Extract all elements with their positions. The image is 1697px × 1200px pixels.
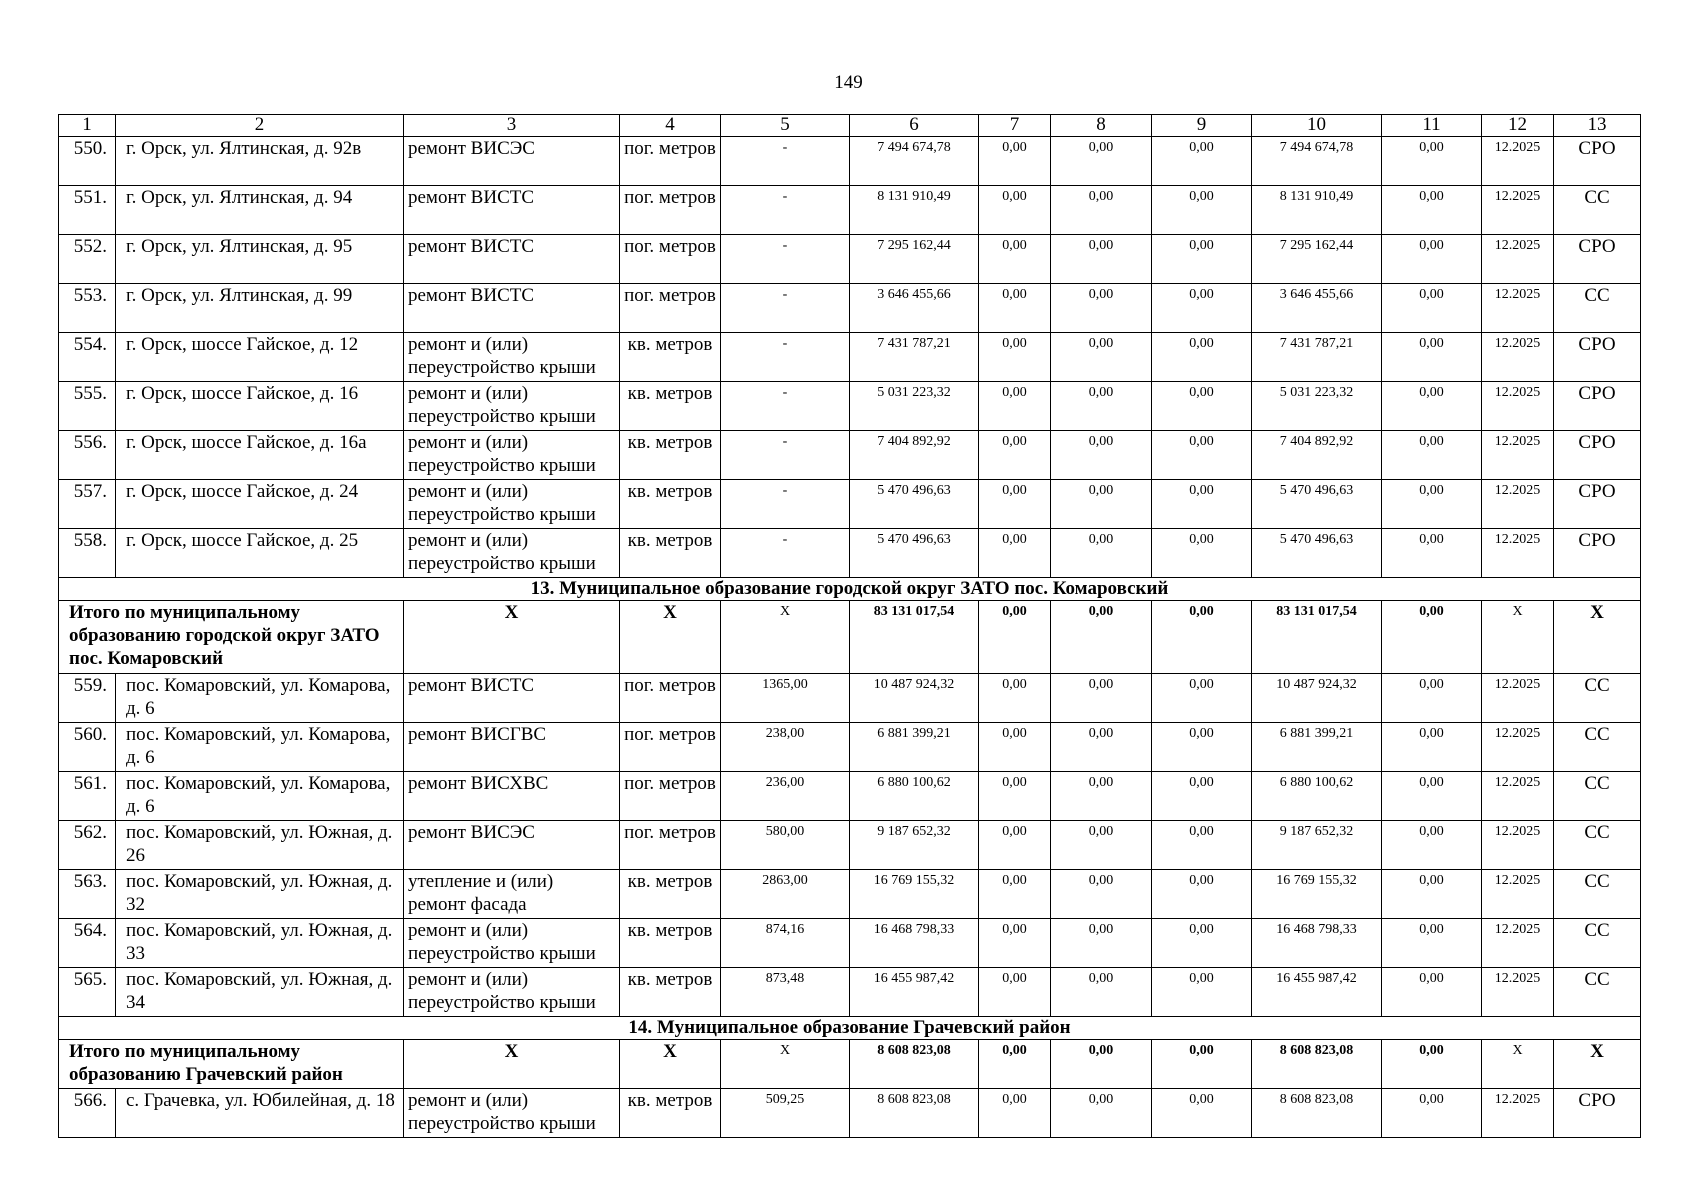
table-cell: 580,00 — [721, 821, 850, 870]
table-cell: 8 131 910,49 — [850, 186, 979, 235]
column-header: 8 — [1051, 115, 1152, 137]
table-cell: 509,25 — [721, 1089, 850, 1138]
table-cell: СС — [1554, 968, 1641, 1017]
table-cell: 6 881 399,21 — [1252, 723, 1382, 772]
column-header: 3 — [404, 115, 620, 137]
column-header: 4 — [620, 115, 721, 137]
table-cell: 0,00 — [979, 235, 1051, 284]
table-cell: ремонт ВИСЭС — [404, 821, 620, 870]
table-cell: утепление и (или) ремонт фасада — [404, 870, 620, 919]
table-row — [59, 821, 1641, 870]
section-total-row — [59, 1040, 1641, 1089]
table-cell: 7 295 162,44 — [1252, 235, 1382, 284]
table-cell: 0,00 — [1051, 674, 1152, 723]
column-header: 2 — [116, 115, 404, 137]
table-cell: ремонт и (или) переустройство крыши — [404, 333, 620, 382]
table-cell: 0,00 — [1382, 284, 1482, 333]
table-cell: пог. метров — [620, 723, 721, 772]
total-cell: 8 608 823,08 — [1252, 1040, 1382, 1089]
table-cell: 0,00 — [1382, 137, 1482, 186]
table-cell: пос. Комаровский, ул. Комарова, д. 6 — [116, 723, 404, 772]
table-row — [59, 235, 1641, 284]
table-cell: кв. метров — [620, 1089, 721, 1138]
total-cell: 0,00 — [1051, 1040, 1152, 1089]
table-cell: 0,00 — [1382, 772, 1482, 821]
table-cell: пог. метров — [620, 284, 721, 333]
table-cell: 5 031 223,32 — [1252, 382, 1382, 431]
table-cell: ремонт ВИСТС — [404, 235, 620, 284]
table-cell: 3 646 455,66 — [1252, 284, 1382, 333]
table-cell: - — [721, 284, 850, 333]
table-cell: 0,00 — [1382, 529, 1482, 578]
table-cell: 0,00 — [979, 333, 1051, 382]
table-cell: 0,00 — [1152, 1089, 1252, 1138]
table-cell: г. Орск, шоссе Гайское, д. 16 — [116, 382, 404, 431]
total-cell: 83 131 017,54 — [1252, 601, 1382, 674]
table-row — [59, 431, 1641, 480]
table-cell: 556. — [59, 431, 116, 480]
table-cell: 552. — [59, 235, 116, 284]
total-cell: Х — [620, 1040, 721, 1089]
table-cell: 0,00 — [1152, 919, 1252, 968]
table-cell: 0,00 — [1152, 284, 1252, 333]
table-cell: ремонт ВИСТС — [404, 186, 620, 235]
table-cell: 0,00 — [1382, 968, 1482, 1017]
table-cell: 0,00 — [1382, 870, 1482, 919]
table-cell: 0,00 — [1152, 870, 1252, 919]
table-cell: 12.2025 — [1482, 772, 1554, 821]
table-cell: - — [721, 137, 850, 186]
table-cell: 0,00 — [1382, 186, 1482, 235]
table-cell: 2863,00 — [721, 870, 850, 919]
table-cell: пог. метров — [620, 772, 721, 821]
table-row — [59, 772, 1641, 821]
section-title: 14. Муниципальное образование Грачевский район — [59, 1017, 1641, 1040]
total-label: Итого по муниципальному образованию Грачевский район — [59, 1040, 404, 1089]
table-cell: ремонт ВИСТС — [404, 674, 620, 723]
table-cell: ремонт и (или) переустройство крыши — [404, 919, 620, 968]
table-cell: 12.2025 — [1482, 529, 1554, 578]
table-cell: 0,00 — [979, 480, 1051, 529]
table-cell: 0,00 — [1382, 821, 1482, 870]
table-cell: пос. Комаровский, ул. Южная, д. 34 — [116, 968, 404, 1017]
total-cell: Х — [1482, 601, 1554, 674]
table-cell: 0,00 — [1051, 919, 1152, 968]
table-cell: 0,00 — [1152, 821, 1252, 870]
table-cell: пог. метров — [620, 674, 721, 723]
table-cell: 0,00 — [1051, 529, 1152, 578]
table-cell: 7 431 787,21 — [850, 333, 979, 382]
table-cell: 0,00 — [1051, 186, 1152, 235]
table-cell: пог. метров — [620, 235, 721, 284]
table-cell: 0,00 — [1051, 968, 1152, 1017]
table-cell: 8 608 823,08 — [850, 1089, 979, 1138]
table-cell: 0,00 — [979, 529, 1051, 578]
table-cell: - — [721, 186, 850, 235]
table-cell: 873,48 — [721, 968, 850, 1017]
table-cell: 0,00 — [1152, 480, 1252, 529]
table-cell: 0,00 — [1152, 137, 1252, 186]
table-cell: 0,00 — [1051, 1089, 1152, 1138]
table-cell: 0,00 — [979, 968, 1051, 1017]
table-cell: СС — [1554, 772, 1641, 821]
total-cell: 0,00 — [1382, 601, 1482, 674]
table-cell: пог. метров — [620, 821, 721, 870]
table-cell: г. Орск, шоссе Гайское, д. 12 — [116, 333, 404, 382]
table-cell: 7 431 787,21 — [1252, 333, 1382, 382]
table-cell: СРО — [1554, 1089, 1641, 1138]
total-cell: 83 131 017,54 — [850, 601, 979, 674]
column-header: 9 — [1152, 115, 1252, 137]
table-cell: ремонт и (или) переустройство крыши — [404, 382, 620, 431]
table-cell: 0,00 — [1051, 382, 1152, 431]
table-cell: 12.2025 — [1482, 284, 1554, 333]
table-cell: СРО — [1554, 333, 1641, 382]
table-cell: 0,00 — [1382, 1089, 1482, 1138]
total-cell: 0,00 — [1152, 1040, 1252, 1089]
total-cell: Х — [404, 601, 620, 674]
total-cell: Х — [1482, 1040, 1554, 1089]
table-row — [59, 919, 1641, 968]
table-cell: 238,00 — [721, 723, 850, 772]
table-cell: 6 881 399,21 — [850, 723, 979, 772]
table-cell: 7 295 162,44 — [850, 235, 979, 284]
table-cell: 9 187 652,32 — [1252, 821, 1382, 870]
column-header: 5 — [721, 115, 850, 137]
table-cell: ремонт и (или) переустройство крыши — [404, 1089, 620, 1138]
table-cell: 0,00 — [979, 821, 1051, 870]
table-cell: СС — [1554, 870, 1641, 919]
table-cell: 3 646 455,66 — [850, 284, 979, 333]
table-cell: СРО — [1554, 480, 1641, 529]
table-cell: 0,00 — [1152, 772, 1252, 821]
table-cell: 0,00 — [979, 772, 1051, 821]
table-cell: 558. — [59, 529, 116, 578]
section-title-row — [59, 1017, 1641, 1040]
table-cell: 10 487 924,32 — [850, 674, 979, 723]
table-cell: 236,00 — [721, 772, 850, 821]
table-cell: 0,00 — [979, 723, 1051, 772]
table-cell: СС — [1554, 186, 1641, 235]
table-cell: 12.2025 — [1482, 480, 1554, 529]
table-cell: 566. — [59, 1089, 116, 1138]
table-cell: 0,00 — [1382, 235, 1482, 284]
total-cell: 8 608 823,08 — [850, 1040, 979, 1089]
table-row — [59, 723, 1641, 772]
total-cell: Х — [721, 601, 850, 674]
table-cell: 560. — [59, 723, 116, 772]
table-cell: 12.2025 — [1482, 137, 1554, 186]
table-row — [59, 137, 1641, 186]
table-cell: г. Орск, ул. Ялтинская, д. 99 — [116, 284, 404, 333]
table-cell: 559. — [59, 674, 116, 723]
table-cell: СС — [1554, 284, 1641, 333]
table-cell: 555. — [59, 382, 116, 431]
table-cell: 7 494 674,78 — [850, 137, 979, 186]
table-cell: - — [721, 529, 850, 578]
total-cell: Х — [1554, 1040, 1641, 1089]
table-cell: кв. метров — [620, 382, 721, 431]
table-cell: 0,00 — [1152, 968, 1252, 1017]
table-cell: 16 455 987,42 — [850, 968, 979, 1017]
total-cell: 0,00 — [1382, 1040, 1482, 1089]
table-cell: ремонт и (или) переустройство крыши — [404, 480, 620, 529]
table-cell: 0,00 — [979, 186, 1051, 235]
table-cell: 0,00 — [979, 870, 1051, 919]
table-cell: 0,00 — [1152, 529, 1252, 578]
table-row — [59, 382, 1641, 431]
table-cell: 564. — [59, 919, 116, 968]
table-cell: 0,00 — [979, 674, 1051, 723]
table-cell: 0,00 — [1051, 284, 1152, 333]
table-cell: - — [721, 382, 850, 431]
table-cell: ремонт и (или) переустройство крыши — [404, 968, 620, 1017]
table-row — [59, 480, 1641, 529]
table-cell: 12.2025 — [1482, 382, 1554, 431]
table-cell: 561. — [59, 772, 116, 821]
table-cell: СС — [1554, 723, 1641, 772]
table-cell: 16 769 155,32 — [850, 870, 979, 919]
table-cell: 12.2025 — [1482, 235, 1554, 284]
table-cell: 16 455 987,42 — [1252, 968, 1382, 1017]
table-cell: 7 404 892,92 — [850, 431, 979, 480]
total-label: Итого по муниципальному образованию городской округ ЗАТО пос. Комаровский — [59, 601, 404, 674]
table-cell: СРО — [1554, 235, 1641, 284]
table-cell: ремонт ВИСГВС — [404, 723, 620, 772]
table-cell: СС — [1554, 674, 1641, 723]
table-cell: кв. метров — [620, 529, 721, 578]
table-cell: 0,00 — [979, 137, 1051, 186]
table-cell: 12.2025 — [1482, 674, 1554, 723]
table-cell: СРО — [1554, 137, 1641, 186]
table-cell: СС — [1554, 821, 1641, 870]
section-title-row — [59, 578, 1641, 601]
table-cell: 0,00 — [1051, 480, 1152, 529]
total-cell: Х — [404, 1040, 620, 1089]
table-cell: 16 769 155,32 — [1252, 870, 1382, 919]
table-cell: 8 131 910,49 — [1252, 186, 1382, 235]
table-cell: ремонт ВИСХВС — [404, 772, 620, 821]
header-row — [59, 115, 1641, 137]
table-cell: 0,00 — [1382, 674, 1482, 723]
column-header: 11 — [1382, 115, 1482, 137]
table-cell: 0,00 — [979, 284, 1051, 333]
table-cell: 0,00 — [1152, 186, 1252, 235]
table-cell: 6 880 100,62 — [850, 772, 979, 821]
table-cell: 10 487 924,32 — [1252, 674, 1382, 723]
table-cell: 5 470 496,63 — [850, 529, 979, 578]
column-header: 12 — [1482, 115, 1554, 137]
table-cell: 562. — [59, 821, 116, 870]
table-cell: 0,00 — [1152, 431, 1252, 480]
table-cell: пос. Комаровский, ул. Южная, д. 26 — [116, 821, 404, 870]
table-cell: 0,00 — [1152, 382, 1252, 431]
total-cell: 0,00 — [1051, 601, 1152, 674]
table-cell: 550. — [59, 137, 116, 186]
table-cell: 0,00 — [1051, 137, 1152, 186]
column-header: 1 — [59, 115, 116, 137]
table-cell: 557. — [59, 480, 116, 529]
column-header: 13 — [1554, 115, 1641, 137]
table-row — [59, 870, 1641, 919]
table-row — [59, 968, 1641, 1017]
table-cell: кв. метров — [620, 480, 721, 529]
table-cell: 6 880 100,62 — [1252, 772, 1382, 821]
table-cell: 0,00 — [979, 431, 1051, 480]
table-cell: 874,16 — [721, 919, 850, 968]
table-cell: 12.2025 — [1482, 821, 1554, 870]
table-cell: 0,00 — [979, 919, 1051, 968]
table-cell: пос. Комаровский, ул. Южная, д. 32 — [116, 870, 404, 919]
table-cell: 563. — [59, 870, 116, 919]
table-cell: 0,00 — [1152, 235, 1252, 284]
total-cell: Х — [721, 1040, 850, 1089]
total-cell: Х — [1554, 601, 1641, 674]
table-cell: 12.2025 — [1482, 968, 1554, 1017]
table-cell: пос. Комаровский, ул. Комарова, д. 6 — [116, 772, 404, 821]
column-header: 10 — [1252, 115, 1382, 137]
table-cell: г. Орск, шоссе Гайское, д. 16а — [116, 431, 404, 480]
table-cell: кв. метров — [620, 431, 721, 480]
section-total-row — [59, 601, 1641, 674]
column-header: 7 — [979, 115, 1051, 137]
table-cell: 12.2025 — [1482, 333, 1554, 382]
table-cell: 7 494 674,78 — [1252, 137, 1382, 186]
table-cell: г. Орск, шоссе Гайское, д. 24 — [116, 480, 404, 529]
table-cell: пог. метров — [620, 137, 721, 186]
capital-repair-table — [58, 114, 1641, 1138]
table-cell: - — [721, 333, 850, 382]
table-cell: ремонт и (или) переустройство крыши — [404, 529, 620, 578]
table-cell: 7 404 892,92 — [1252, 431, 1382, 480]
table-cell: 5 031 223,32 — [850, 382, 979, 431]
table-cell: 551. — [59, 186, 116, 235]
table-row — [59, 333, 1641, 382]
table-cell: 16 468 798,33 — [1252, 919, 1382, 968]
table-cell: 0,00 — [1382, 382, 1482, 431]
table-cell: 0,00 — [1382, 919, 1482, 968]
table-row — [59, 1089, 1641, 1138]
table-cell: 0,00 — [1051, 235, 1152, 284]
table-row — [59, 186, 1641, 235]
table-cell: пос. Комаровский, ул. Южная, д. 33 — [116, 919, 404, 968]
table-cell: 1365,00 — [721, 674, 850, 723]
table-cell: 0,00 — [1152, 674, 1252, 723]
table-cell: ремонт ВИСТС — [404, 284, 620, 333]
table-cell: - — [721, 431, 850, 480]
total-cell: Х — [620, 601, 721, 674]
table-cell: 0,00 — [979, 382, 1051, 431]
table-cell: 0,00 — [1051, 723, 1152, 772]
table-cell: ремонт и (или) переустройство крыши — [404, 431, 620, 480]
table-cell: 12.2025 — [1482, 1089, 1554, 1138]
table-cell: СРО — [1554, 431, 1641, 480]
total-cell: 0,00 — [979, 1040, 1051, 1089]
table-cell: 0,00 — [1382, 333, 1482, 382]
table-cell: 5 470 496,63 — [1252, 480, 1382, 529]
table-cell: 0,00 — [1051, 333, 1152, 382]
table-cell: 16 468 798,33 — [850, 919, 979, 968]
total-cell: 0,00 — [1152, 601, 1252, 674]
table-cell: 5 470 496,63 — [1252, 529, 1382, 578]
total-cell: 0,00 — [979, 601, 1051, 674]
page-number: 149 — [834, 72, 863, 93]
table-cell: 0,00 — [1051, 870, 1152, 919]
table-cell: 0,00 — [1152, 333, 1252, 382]
table-cell: 12.2025 — [1482, 723, 1554, 772]
table-cell: 12.2025 — [1482, 870, 1554, 919]
table-cell: кв. метров — [620, 870, 721, 919]
table-cell: 554. — [59, 333, 116, 382]
table-cell: 553. — [59, 284, 116, 333]
table-row — [59, 284, 1641, 333]
table-cell: г. Орск, ул. Ялтинская, д. 94 — [116, 186, 404, 235]
table-cell: ремонт ВИСЭС — [404, 137, 620, 186]
table-cell: 12.2025 — [1482, 186, 1554, 235]
table-cell: СРО — [1554, 529, 1641, 578]
section-title: 13. Муниципальное образование городской округ ЗАТО пос. Комаровский — [59, 578, 1641, 601]
table-cell: 12.2025 — [1482, 431, 1554, 480]
table-cell: 0,00 — [1051, 772, 1152, 821]
table-cell: - — [721, 235, 850, 284]
table-cell: кв. метров — [620, 968, 721, 1017]
table-row — [59, 674, 1641, 723]
table-cell: г. Орск, ул. Ялтинская, д. 95 — [116, 235, 404, 284]
table-cell: 0,00 — [1382, 723, 1482, 772]
table-cell: 0,00 — [1382, 480, 1482, 529]
column-header: 6 — [850, 115, 979, 137]
table-cell: - — [721, 480, 850, 529]
table-cell: 5 470 496,63 — [850, 480, 979, 529]
table-cell: пог. метров — [620, 186, 721, 235]
table-row — [59, 529, 1641, 578]
table-cell: 0,00 — [1152, 723, 1252, 772]
table-cell: 9 187 652,32 — [850, 821, 979, 870]
table-cell: 8 608 823,08 — [1252, 1089, 1382, 1138]
table-cell: 0,00 — [979, 1089, 1051, 1138]
table-cell: 0,00 — [1382, 431, 1482, 480]
table-cell: 0,00 — [1051, 431, 1152, 480]
table-cell: СС — [1554, 919, 1641, 968]
table-cell: 565. — [59, 968, 116, 1017]
table-cell: кв. метров — [620, 919, 721, 968]
table-cell: 12.2025 — [1482, 919, 1554, 968]
table-cell: 0,00 — [1051, 821, 1152, 870]
table-cell: СРО — [1554, 382, 1641, 431]
table-cell: г. Орск, шоссе Гайское, д. 25 — [116, 529, 404, 578]
table-cell: кв. метров — [620, 333, 721, 382]
table-cell: г. Орск, ул. Ялтинская, д. 92в — [116, 137, 404, 186]
table-cell: пос. Комаровский, ул. Комарова, д. 6 — [116, 674, 404, 723]
table-cell: с. Грачевка, ул. Юбилейная, д. 18 — [116, 1089, 404, 1138]
